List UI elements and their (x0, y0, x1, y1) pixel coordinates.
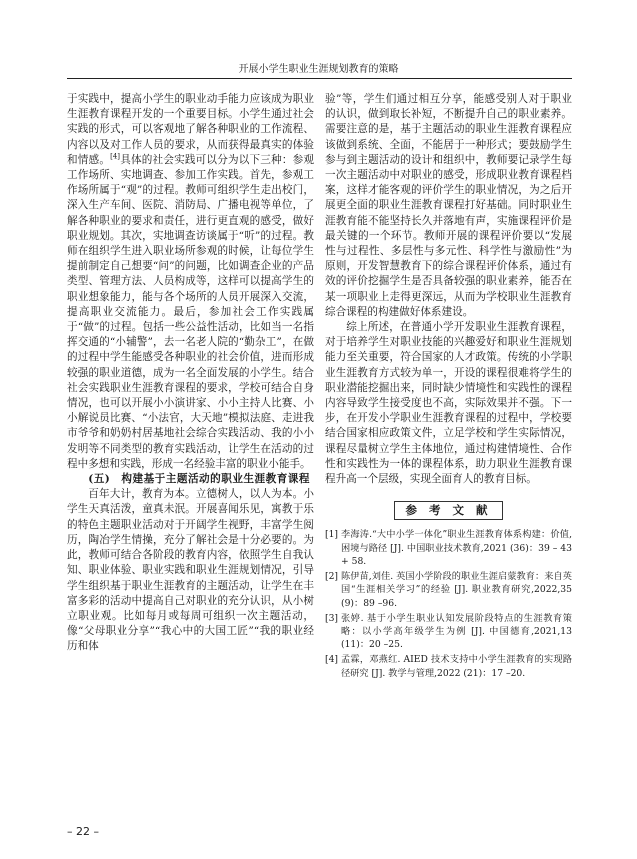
header-rule (67, 78, 572, 79)
reference-item (325, 528, 572, 568)
left-column (67, 92, 314, 655)
right-paragraph-1: 验”等，学生们通过相互分享，能感受别人对于职业的认识，做到取长补短，不断提升自己的职业素养。需要注意的是，基于主题活动的职业生涯教育课程应该做到系统、全面，不能居于一种形式；要鼓励学生参与到主题活动的设计和组织中，教师要记录学生每一次主题活动中对职业的感受，形成职业教育课程档案，这样才能客观的评价学生的职业情况，为之后开展更全面的职业生涯教育课程打好基础。同时职业生涯教育能不能坚持长久并落地有声，实施课程评价是最关键的一个环节。教师开展的课程评价要以“发展性与过程性、多层性与多元性、科学性与激励性”为原则，开发智慧教育下的综合课程评价体系，通过有效的评价挖掘学生是否具备较强的职业素养，能否在某一项职业上走得更深远，从而为学校职业生涯教育综合课程的构建做好体系建设。 (325, 93, 572, 318)
citation-marker: [4] (110, 152, 121, 161)
reference-text: 李海涛.“大中小学一体化”职业生涯教育体系构建：价值,困境与路径 [J]. 中国职业技术教育,2021 (36)：39 – 43 + 58. (341, 529, 572, 567)
reference-text: 孟霖，邓燕红. AIED 技术支持中小学生涯教育的实现路径研究 [J]. 教学与管理,2022 (21)：17 –20. (341, 654, 572, 679)
reference-list (325, 528, 572, 679)
reference-number: [1] (325, 529, 339, 541)
left-paragraph-2: 百年大计，教育为本。立德树人，以人为本。小学生天真活泼，童真未泯。开展喜闻乐见，寓教于乐的特色主题职业活动对于开阔学生视野，丰富学生阅历，陶冶学生情操，充分了解社会是十分必要的。为此，教师可结合各阶段的教育内容，依照学生自我认知、职业体验、职业实践和职业生涯规划情况，引导学生组织基于职业生涯教育的主题活动，让学生在丰富多彩的活动中提高自己对职业的充分认识，从小树立职业观。比如每月或每周可组织一次主题活动，像“父母职业分享”“我心中的大国工匠”“我的职业经历和体 (67, 488, 314, 653)
reference-text: 陈伊苗,刘佳. 英国小学阶段的职业生涯启蒙教育：来自英国“生涯相关学习”的经验 [J]. 职业教育研究,2022,35 (9)：89 –96. (341, 571, 572, 609)
reference-text: 张婷. 基于小学生职业认知发展阶段特点的生涯教育策略：以小学高年级学生为例 [J]. 中国德育,2021,13 (11)：20 –25. (341, 612, 572, 651)
references-heading-text: 参 考 文 献 (394, 501, 502, 520)
right-paragraph-2: 综上所述，在普通小学开发职业生涯教育课程，对于培养学生对职业技能的兴趣爱好和职业生涯规划能力至关重要，符合国家的人才政策。传统的小学职业生涯教育方式较为单一，开设的课程很难将学生的职业潜能挖掘出来，同时缺少情境性和实践性的课程内容导致学生接受度也不高，实际效果并不强。下一步，在开发小学职业生涯教育课程的过程中，学校要结合国家相应政策文件，立足学校和学生实际情况，课程尽量树立学生主体地位，通过构建情境性、合作性和实践性为一体的课程体系，助力职业生涯教育课程升高一个层级，实现全面育人的教育目标。 (325, 321, 572, 486)
left-p1-rest: 具体的社会实践可以分为以下三种：参观工作场所、实地调查、参加工作实践。首先，参观工作场所属于“观”的过程。教师可组织学生走出校门，深入生产车间、医院、消防局、广播电视等单位，了解各种职业的要求和责任，进行更直观的感受，做好职业规划。其次，实地调查访谈属于“听”的过程。教师在组织学生进入职业场所参观的时候，让每位学生提前制定自己想要“问”的问题，比如调查企业的产品类型、管理方法、人员构成等，这样可以提高学生的职业想象能力，能与各个场所的人员开展深入交流，提高职业交流能力。最后，参加社会工作实践属于“做”的过程。包括一些公益性活动，比如当一名指挥交通的“小辅警”，去一名老人院的“勤杂工”，在做的过程中学生能感受各种职业的社会价值，进而形成较强的职业道德，成为一名全面发展的小学生。结合社会实践职业生涯教育课程的要求，学校可结合自身情况，也可以开展小小演讲家、小小主持人比赛、小小解说员比赛、“小法官，大天地”模拟法庭、走进我市爷爷和奶奶村居基地社会综合实践活动、我的小小发明等不同类型的教育实践活动，让学生在活动的过程中多想和实践，形成一名经验丰富的职业小能手。 (67, 153, 315, 470)
left-p1-text: 于实践中，提高小学生的职业动手能力应该成为职业生涯教育课程开发的一个重要目标。小学生通过社会实践的形式，可以客观地了解各种职业的工作流程、内容以及对工作人员的要求，从而获得最真实的体验和情感。 (67, 93, 314, 166)
reference-item (325, 570, 572, 610)
right-column (325, 92, 572, 682)
reference-number: [2] (325, 571, 339, 583)
reference-number: [3] (325, 612, 339, 624)
section-heading: (五) 构建基于主题活动的职业生涯教育课程 (88, 473, 310, 486)
reference-item (325, 653, 572, 679)
running-header: 开展小学生职业生涯规划教育的策略 (238, 64, 399, 75)
references-heading (325, 501, 572, 520)
reference-item (325, 612, 572, 652)
left-paragraph-1 (67, 92, 314, 472)
reference-number: [4] (325, 654, 339, 666)
page-number: – 22 – (67, 825, 99, 838)
